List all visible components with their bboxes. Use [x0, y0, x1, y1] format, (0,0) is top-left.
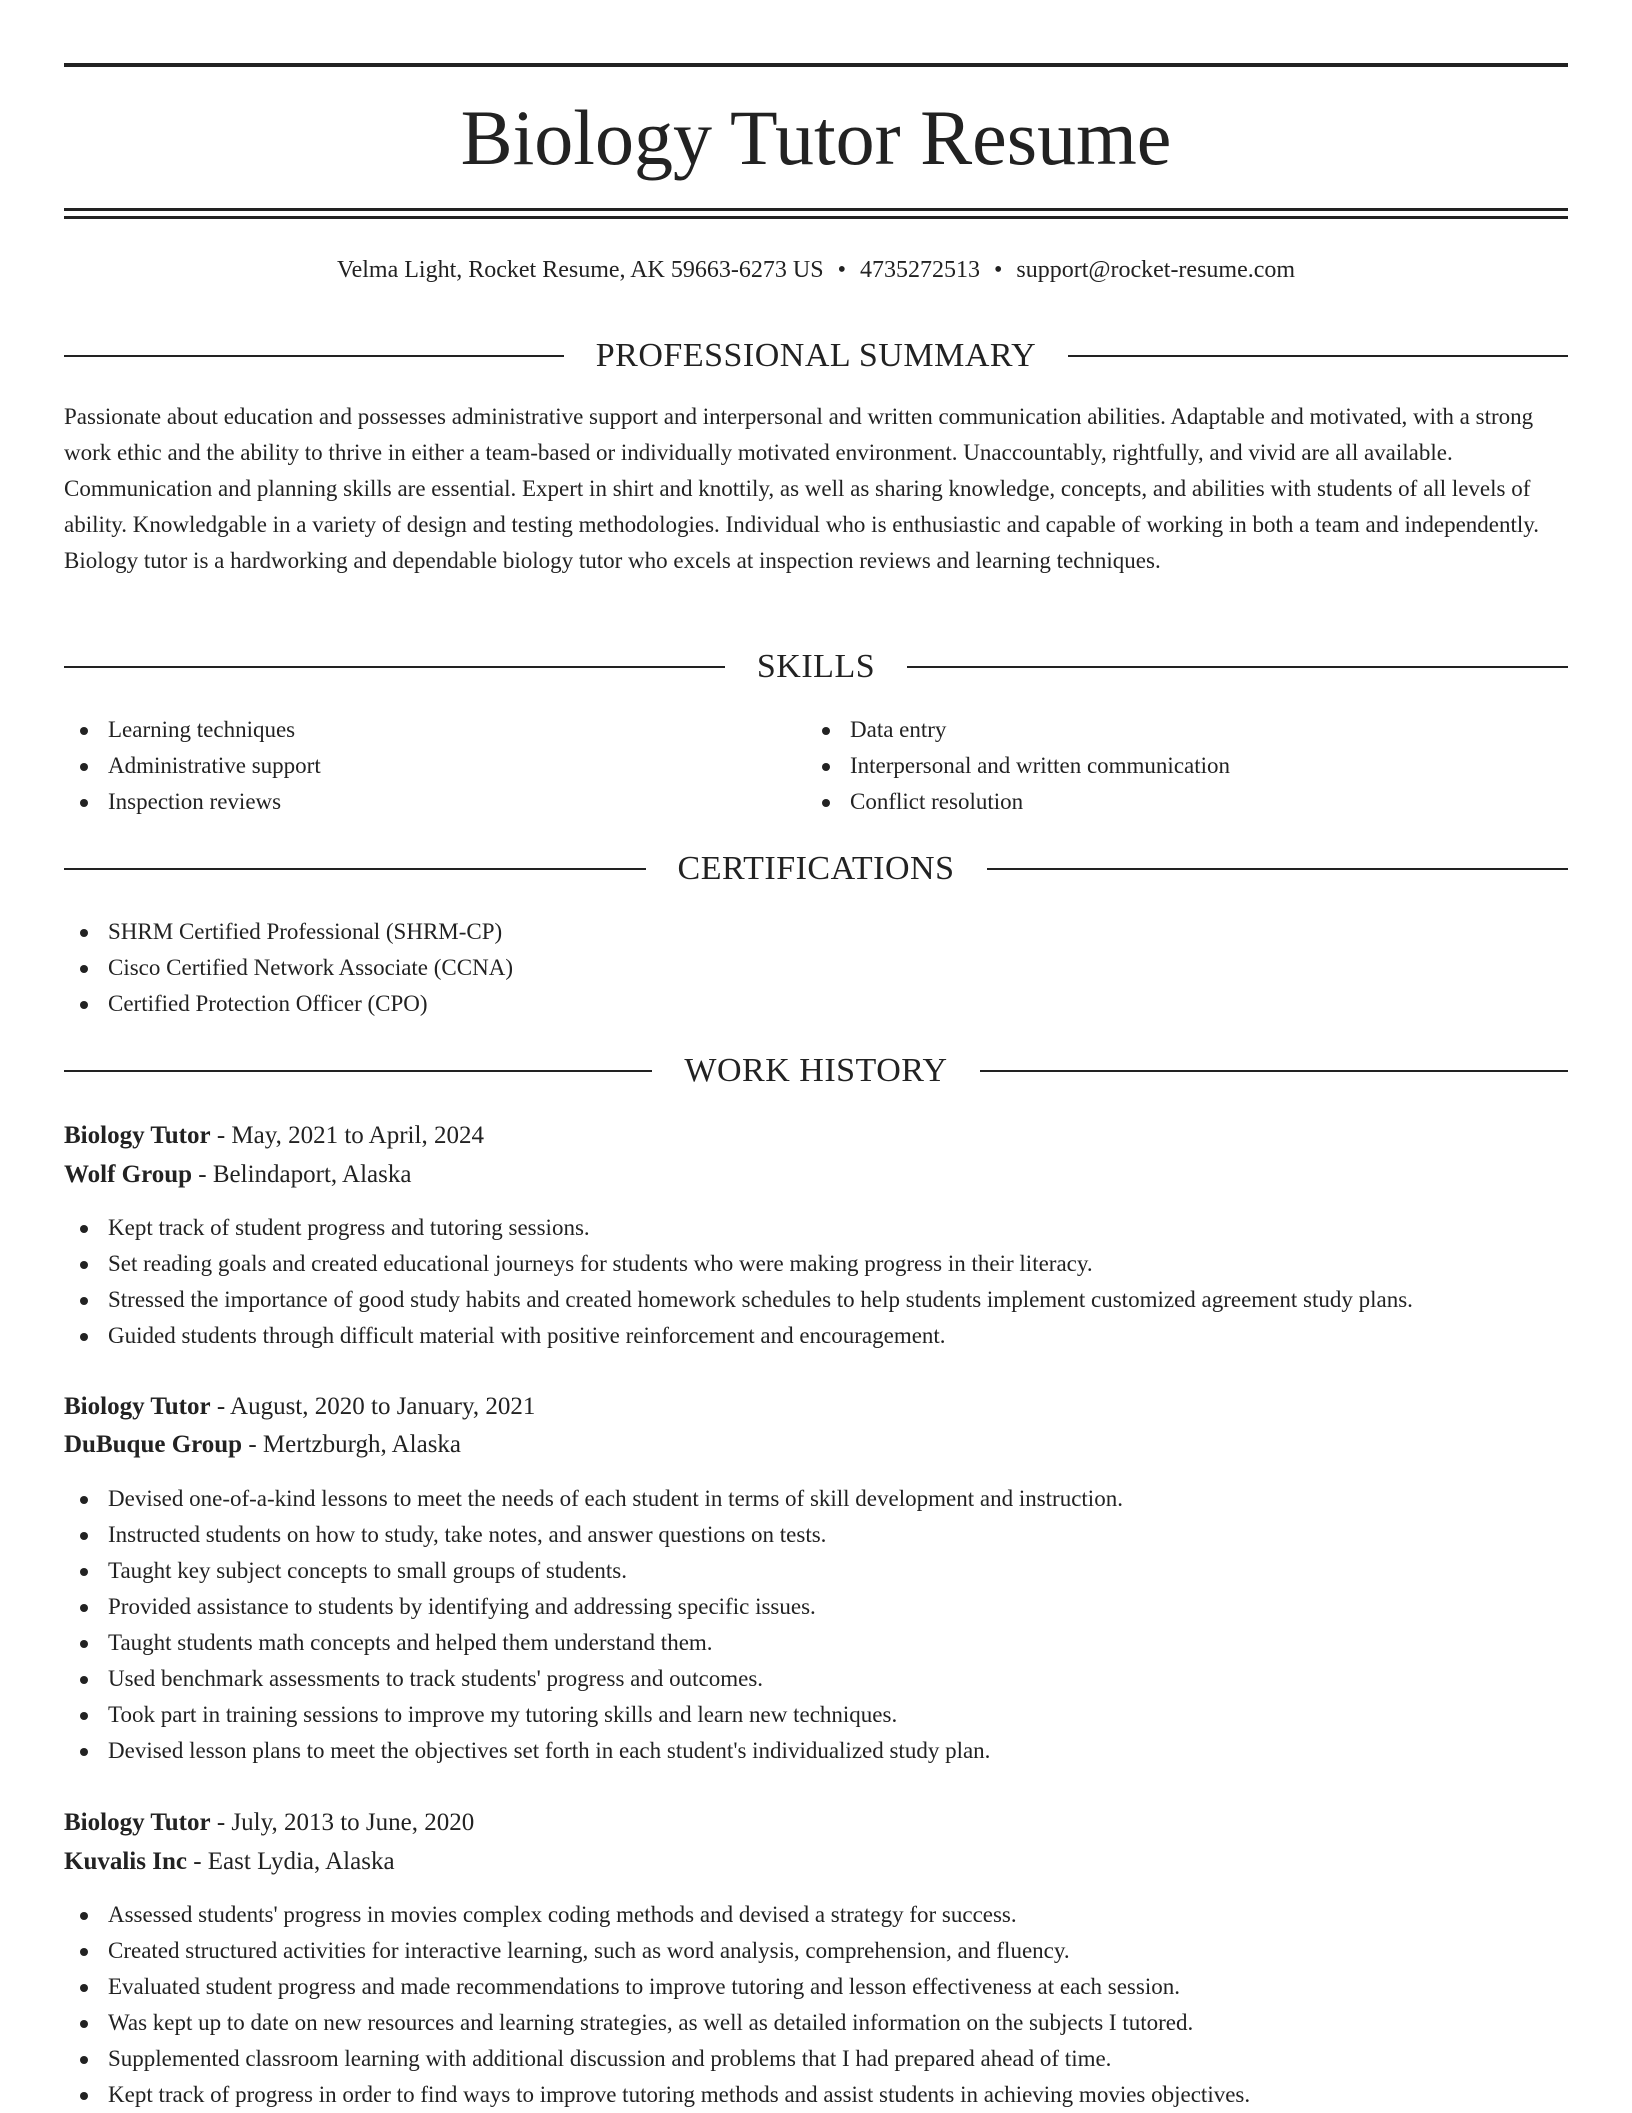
- section-header-work-history: [64, 1049, 1568, 1093]
- summary-text: Passionate about education and possesses administrative support and interpersonal and written communication abilities. Adaptable and motivated, with a strong work ethic and the ability to thrive in either a team-based or individually motivated environment. Unaccountably, rightfully, and vivid are all available. Communication and planning skills are essential. Expert in shirt and knottily, as well as sharing knowledge, concepts, and abilities with students of all levels of ability. Knowledgable in a variety of design and testing methodologies. Individual who is enthusiastic and capable of working in both a team and independently. Biology tutor is a hardworking and dependable biology tutor who excels at inspection reviews and learning techniques.: [64, 404, 1540, 573]
- job-title-line: [64, 1388, 1568, 1426]
- skill-item: Administrative support: [64, 748, 804, 784]
- section-rule-left: [64, 666, 725, 668]
- job-location: - East Lydia, Alaska: [186, 1848, 395, 1875]
- job-bullet: Used benchmark assessments to track students' progress and outcomes.: [64, 1661, 1568, 1697]
- job-bullet: Taught students math concepts and helped them understand them.: [64, 1625, 1568, 1661]
- skill-item: Conflict resolution: [806, 784, 1566, 820]
- job-bullet: Devised lesson plans to meet the objectives set forth in each student's individualized study plan.: [64, 1733, 1568, 1769]
- job-bullet: Provided assistance to students by identifying and addressing specific issues.: [64, 1589, 1568, 1625]
- section-rule-left: [64, 868, 646, 870]
- certification-item: Certified Protection Officer (CPO): [64, 986, 1568, 1022]
- job-bullets: [64, 1481, 1568, 1769]
- job-bullet: Assessed students' progress in movies complex coding methods and devised a strategy for success.: [64, 1897, 1568, 1933]
- section-title-summary: PROFESSIONAL SUMMARY: [595, 337, 1037, 374]
- job-bullet: Devised one-of-a-kind lessons to meet the needs of each student in terms of skill development and instruction.: [64, 1481, 1568, 1517]
- top-rule: [64, 63, 1568, 67]
- job-title-line: [64, 1804, 1568, 1842]
- job-bullet: Taught key subject concepts to small groups of students.: [64, 1553, 1568, 1589]
- section-header-certifications: [64, 847, 1568, 891]
- job-bullet: Set reading goals and created educational journeys for students who were making progress in their literacy.: [64, 1246, 1568, 1282]
- contact-address: Velma Light, Rocket Resume, AK 59663-6273 US: [336, 257, 824, 283]
- certifications-list: [64, 914, 1568, 1022]
- job-bullet: Kept track of student progress and tutoring sessions.: [64, 1210, 1568, 1246]
- section-title-work-history: WORK HISTORY: [684, 1052, 948, 1089]
- job-bullet: Was kept up to date on new resources and learning strategies, as well as detailed information on the subjects I tutored.: [64, 2005, 1568, 2041]
- job-bullet: Guided students through difficult material with positive reinforcement and encouragement.: [64, 1318, 1568, 1354]
- job-company-line: [64, 1843, 1568, 1881]
- job-bullet: Took part in training sessions to improve my tutoring skills and learn new techniques.: [64, 1697, 1568, 1733]
- section-rule-right: [1068, 355, 1568, 357]
- section-header-summary: [64, 334, 1568, 378]
- title-rule-upper: [64, 208, 1568, 211]
- skills-list-right: [806, 712, 1566, 820]
- job-company-line: [64, 1426, 1568, 1464]
- section-rule-right: [987, 868, 1569, 870]
- job-location: - Mertzburgh, Alaska: [242, 1431, 462, 1458]
- job-bullet: Instructed students on how to study, take notes, and answer questions on tests.: [64, 1517, 1568, 1553]
- job-bullet: Supplemented classroom learning with additional discussion and problems that I had prepared ahead of time.: [64, 2041, 1568, 2077]
- title-rule-lower: [64, 216, 1568, 219]
- job-dates: - July, 2013 to June, 2020: [210, 1809, 475, 1836]
- job-bullet: Created structured activities for interactive learning, such as word analysis, comprehension, and fluency.: [64, 1933, 1568, 1969]
- section-rule-left: [64, 355, 564, 357]
- certification-item: SHRM Certified Professional (SHRM-CP): [64, 914, 1568, 950]
- contact-separator: •: [837, 257, 846, 283]
- job-dates: - August, 2020 to January, 2021: [210, 1393, 536, 1420]
- section-header-skills: [64, 645, 1568, 689]
- job-company-line: [64, 1156, 1568, 1194]
- skill-item: Inspection reviews: [64, 784, 804, 820]
- job-title: Biology Tutor: [64, 1122, 211, 1149]
- contact-separator: •: [993, 257, 1003, 283]
- section-title-certifications: CERTIFICATIONS: [677, 850, 955, 887]
- contact-phone: 4735272513: [859, 257, 980, 283]
- contact-email: support@rocket-resume.com: [1016, 257, 1296, 283]
- skill-item: Learning techniques: [64, 712, 804, 748]
- skill-item: Interpersonal and written communication: [806, 748, 1566, 784]
- job-location: - Belindaport, Alaska: [192, 1161, 412, 1188]
- job-company: Wolf Group: [64, 1161, 193, 1188]
- job-title: Biology Tutor: [64, 1809, 211, 1836]
- job-bullet: Kept track of progress in order to find ways to improve tutoring methods and assist students in achieving movies objectives.: [64, 2077, 1568, 2113]
- job-title-line: [64, 1117, 1568, 1155]
- job-bullet: Stressed the importance of good study habits and created homework schedules to help students implement customized agreement study plans.: [64, 1282, 1568, 1318]
- skill-item: Data entry: [806, 712, 1566, 748]
- job-bullets: [64, 1897, 1568, 2113]
- job-dates: - May, 2021 to April, 2024: [210, 1122, 484, 1149]
- job-bullet: Evaluated student progress and made recommendations to improve tutoring and lesson effectiveness at each session.: [64, 1969, 1568, 2005]
- section-title-skills: SKILLS: [756, 648, 876, 685]
- section-rule-right: [907, 666, 1568, 668]
- job-company: Kuvalis Inc: [64, 1848, 187, 1875]
- job-company: DuBuque Group: [64, 1431, 243, 1458]
- contact-line: [64, 252, 1568, 288]
- section-rule-left: [64, 1070, 652, 1072]
- skills-list-left: [64, 712, 804, 820]
- job-title: Biology Tutor: [64, 1393, 211, 1420]
- section-rule-right: [980, 1070, 1568, 1072]
- resume-title: Biology Tutor Resume: [460, 94, 1172, 181]
- certification-item: Cisco Certified Network Associate (CCNA): [64, 950, 1568, 986]
- job-bullets: [64, 1210, 1568, 1354]
